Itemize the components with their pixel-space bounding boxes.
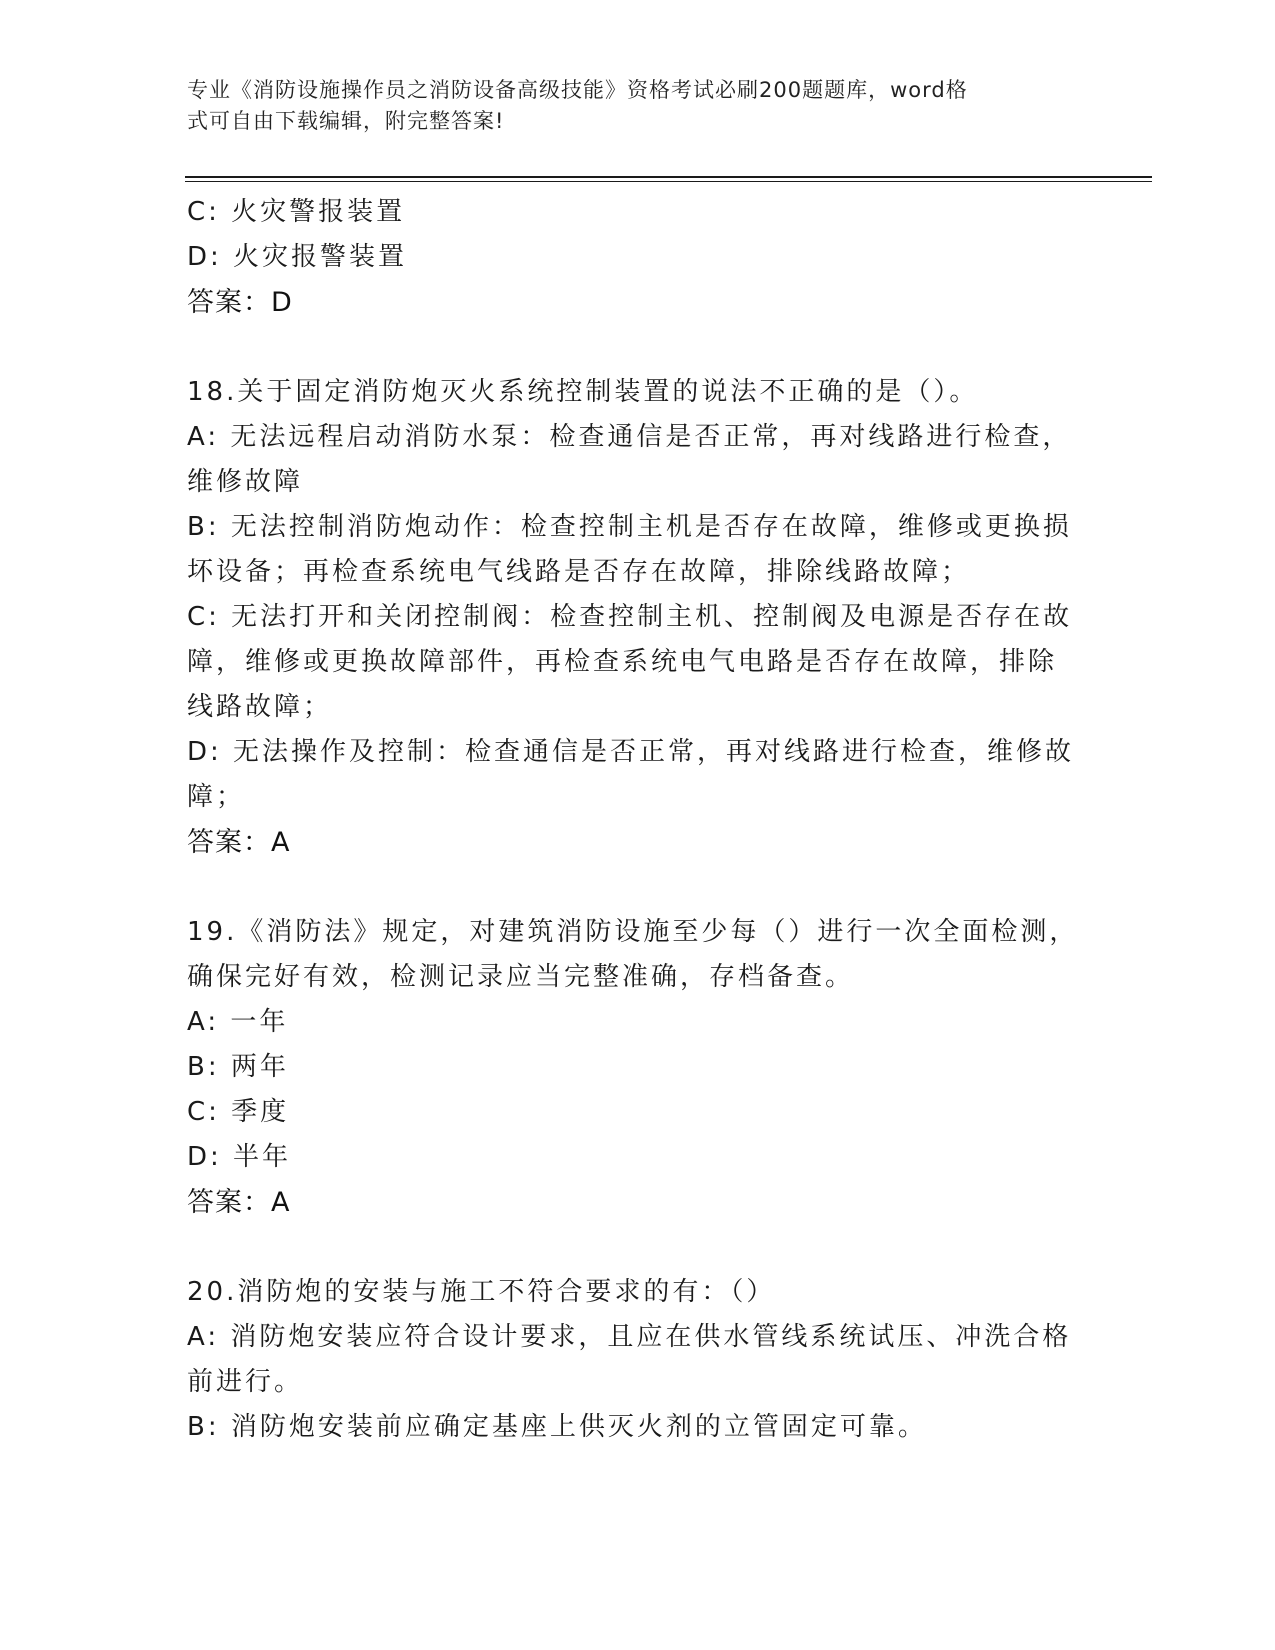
question-content: [187, 190, 1087, 1450]
q18-option-b-line-2: 坏设备；再检查系统电气线路是否存在故障，排除线路故障；: [187, 557, 971, 587]
q18-stem: 18.关于固定消防炮灭火系统控制装置的说法不正确的是（）。: [187, 377, 979, 407]
spacer: [187, 1225, 1087, 1270]
q18-option-a-line-2: 维修故障: [187, 467, 304, 497]
prev-answer: 答案：D: [187, 287, 293, 318]
q19-option-b: B: 两年: [187, 1052, 289, 1082]
q18-option-c-line-3: 线路故障；: [187, 692, 333, 722]
header-title-line-2: 式可自由下载编辑，附完整答案!: [187, 109, 505, 133]
spacer: [187, 325, 1087, 370]
q18-option-c-line-1: C: 无法打开和关闭控制阀：检查控制主机、控制阀及电源是否存在故: [187, 602, 1073, 632]
q20-option-b: B: 消防炮安装前应确定基座上供灭火剂的立管固定可靠。: [187, 1412, 927, 1442]
q19-answer: 答案：A: [187, 1187, 291, 1218]
q19-stem-line-2: 确保完好有效，检测记录应当完整准确，存档备查。: [187, 962, 855, 992]
q18-option-d-line-2: 障；: [187, 782, 246, 812]
prev-option-c: C: 火灾警报装置: [187, 197, 406, 227]
q18-option-a-line-1: A: 无法远程启动消防水泵：检查通信是否正常，再对线路进行检查，: [187, 422, 1072, 452]
q18-answer: 答案：A: [187, 827, 291, 858]
q19-stem-line-1: 19.《消防法》规定，对建筑消防设施至少每（）进行一次全面检测，: [187, 917, 1079, 947]
q18-option-b-line-1: B: 无法控制消防炮动作：检查控制主机是否存在故障，维修或更换损: [187, 512, 1072, 542]
header-title-line-1: 专业《消防设施操作员之消防设备高级技能》资格考试必刷200题题库，word格: [187, 78, 968, 102]
q18-option-c-line-2: 障，维修或更换故障部件，再检查系统电气电路是否存在故障，排除: [187, 647, 1058, 677]
q20-option-a-line-2: 前进行。: [187, 1367, 304, 1397]
document-header: [187, 75, 1067, 137]
q19-option-d: D: 半年: [187, 1142, 292, 1172]
q19-option-a: A: 一年: [187, 1007, 289, 1037]
prev-option-d: D: 火灾报警装置: [187, 242, 408, 272]
q20-option-a-line-1: A: 消防炮安装应符合设计要求，且应在供水管线系统试压、冲洗合格: [187, 1322, 1072, 1352]
header-divider-thin: [185, 181, 1152, 182]
q20-stem: 20.消防炮的安装与施工不符合要求的有：（）: [187, 1277, 776, 1307]
q18-option-d-line-1: D: 无法操作及控制：检查通信是否正常，再对线路进行检查，维修故: [187, 737, 1075, 767]
q19-option-c: C: 季度: [187, 1097, 290, 1127]
spacer: [187, 865, 1087, 910]
header-divider-thick: [185, 176, 1152, 178]
